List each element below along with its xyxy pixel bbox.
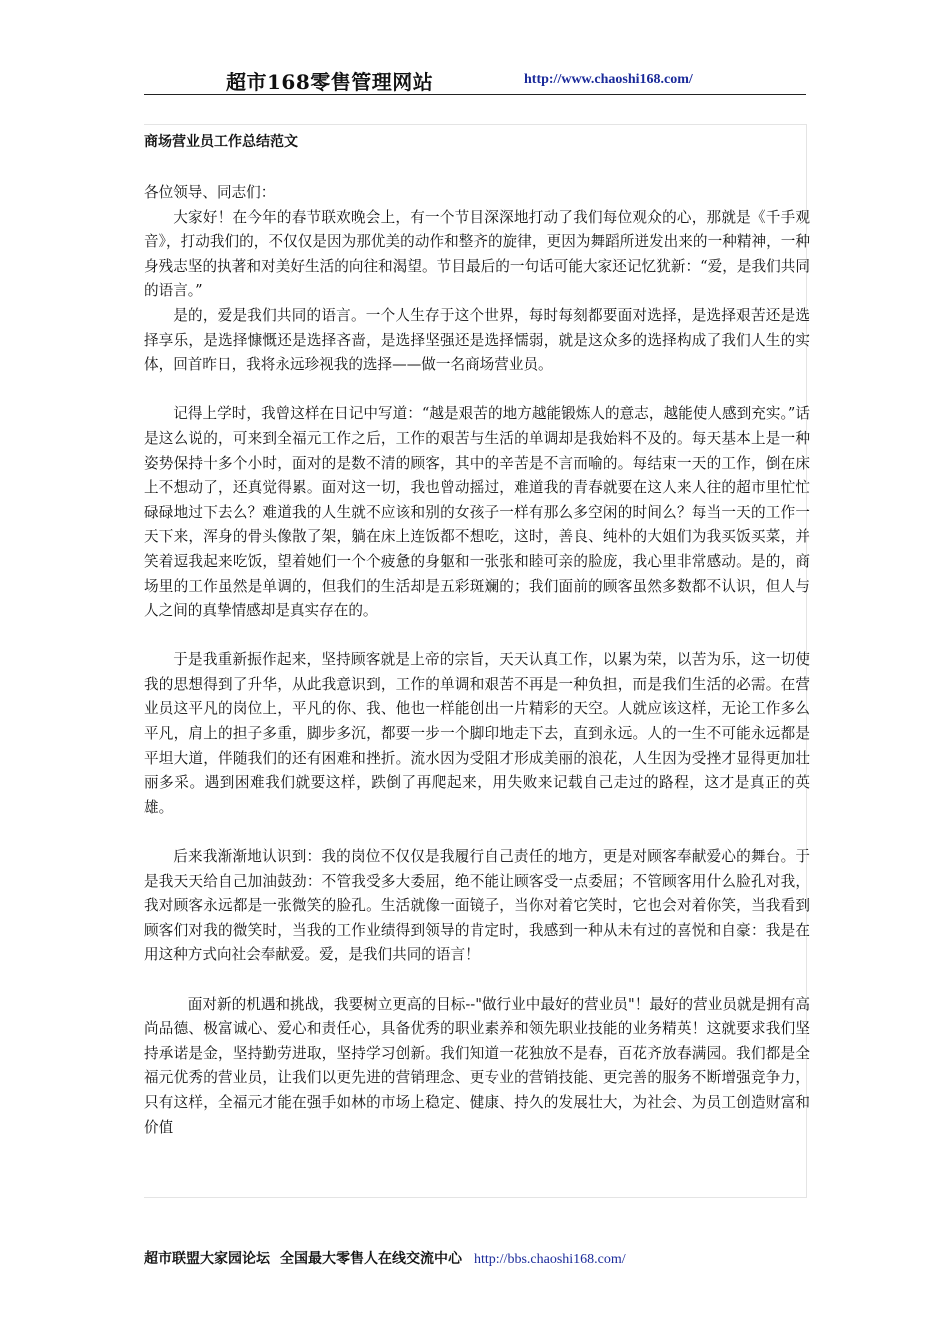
paragraph-gap	[144, 968, 810, 993]
paragraph-5: 后来我渐渐地认识到：我的岗位不仅仅是我履行自己责任的地方，更是对顾客奉献爱心的舞台。于是我天天给自己加油鼓劲：不管我受多大委屈，绝不能让顾客受一点委屈；不管顾客用什么脸孔对我，我对顾客永远都是一张微笑的脸孔。生活就像一面镜子，当你对着它笑时，它也会对着你笑，当我看到顾客们对我的微笑时，当我的工作业绩得到领导的肯定时，我感到一种从未有过的喜悦和自豪：我是在用这种方式向社会奉献爱。爱，是我们共同的语言！	[144, 848, 810, 964]
paragraph-1: 大家好！在今年的春节联欢晚会上，有一个节目深深地打动了我们每位观众的心，那就是《千手观音》，打动我们的，不仅仅是因为那优美的动作和整齐的旋律，更因为舞蹈所迸发出来的一种精神，一种身残志坚的执著和对美好生活的向往和渴望。节目最后的一句话可能大家还记忆犹新：“爱，是我们共同的语言。”	[144, 208, 810, 300]
paragraph-gap	[144, 378, 810, 403]
site-title: 超市168零售管理网站	[226, 70, 434, 94]
page-header	[144, 66, 806, 95]
forum-url-link[interactable]: http://bbs.chaoshi168.com/	[474, 1252, 626, 1267]
paragraph-4: 于是我重新振作起来，坚持顾客就是上帝的宗旨，天天认真工作，以累为荣，以苦为乐，这一切使我的思想得到了升华，从此我意识到，工作的单调和艰苦不再是一种负担，而是我们生活的必需。在营业员这平凡的岗位上，平凡的你、我、他也一样能创出一片精彩的天空。人就应该这样，无论工作多么平凡，肩上的担子多重，脚步多沉，都要一步一个脚印地走下去，直到永远。人的一生不可能永远都是平坦大道，伴随我们的还有困难和挫折。流水因为受阻才形成美丽的浪花，人生因为受挫才显得更加壮丽多采。遇到困难我们就要这样，跌倒了再爬起来，用失败来记载自己走过的路程，这才是真正的英雄。	[144, 651, 810, 816]
greeting: 各位领导、同志们：	[144, 184, 276, 201]
paragraph-gap	[144, 624, 810, 649]
paragraph-gap	[144, 820, 810, 845]
page-footer	[144, 1248, 626, 1268]
paragraph-6: 面对新的机遇和挑战，我要树立更高的目标--"做行业中最好的营业员"！最好的营业员就是拥有高尚品德、极富诚心、爱心和责任心，具备优秀的职业素养和领先职业技能的业务精英！这就要求我们坚持承诺是金，坚持勤劳进取，坚持学习创新。我们知道一花独放不是春，百花齐放春满园。我们都是全福元优秀的营业员，让我们以更先进的营销理念、更专业的营销技能、更完善的服务不断增强竞争力，只有这样，全福元才能在强手如林的市场上稳定、健康、持久的发展壮大，为社会、为员工创造财富和价值	[144, 995, 810, 1136]
site-url-link[interactable]: http://www.chaoshi168.com/	[524, 72, 693, 87]
forum-name: 超市联盟大家园论坛	[144, 1251, 270, 1267]
document-text	[144, 181, 810, 1140]
document-body	[144, 124, 810, 1198]
paragraph-2: 是的，爱是我们共同的语言。一个人生存于这个世界，每时每刻都要面对选择，是选择艰苦还是选择享乐，是选择慷慨还是选择吝啬，是选择坚强还是选择懦弱，就是这众多的选择构成了我们人生的实体，回首昨日，我将永远珍视我的选择——做一名商场营业员。	[144, 306, 810, 374]
paragraph-3: 记得上学时，我曾这样在日记中写道：“越是艰苦的地方越能锻炼人的意志，越能使人感到充实。”话是这么说的，可来到全福元工作之后，工作的艰苦与生活的单调却是我始料不及的。每天基本上是一种姿势保持十多个小时，面对的是数不清的顾客，其中的辛苦是不言而喻的。每结束一天的工作，倒在床上不想动了，还真觉得累。面对这一切，我也曾动摇过，难道我的青春就要在这人来人往的超市里忙忙碌碌地过下去么？难道我的人生就不应该和别的女孩子一样有那么多空闲的时间么？每当一天的工作一天下来，浑身的骨头像散了架，躺在床上连饭都不想吃，这时，善良、纯朴的大姐们为我买饭买菜，并笑着逗我起来吃饭，望着她们一个个疲惫的身躯和一张张和睦可亲的脸庞，我心里非常感动。是的，商场里的工作虽然是单调的，但我们的生活却是五彩斑斓的；我们面前的顾客虽然多数都不认识，但人与人之间的真挚情感却是真实存在的。	[144, 405, 810, 620]
document-title: 商场营业员工作总结范文	[144, 134, 298, 150]
forum-tagline: 全国最大零售人在线交流中心	[280, 1251, 462, 1267]
